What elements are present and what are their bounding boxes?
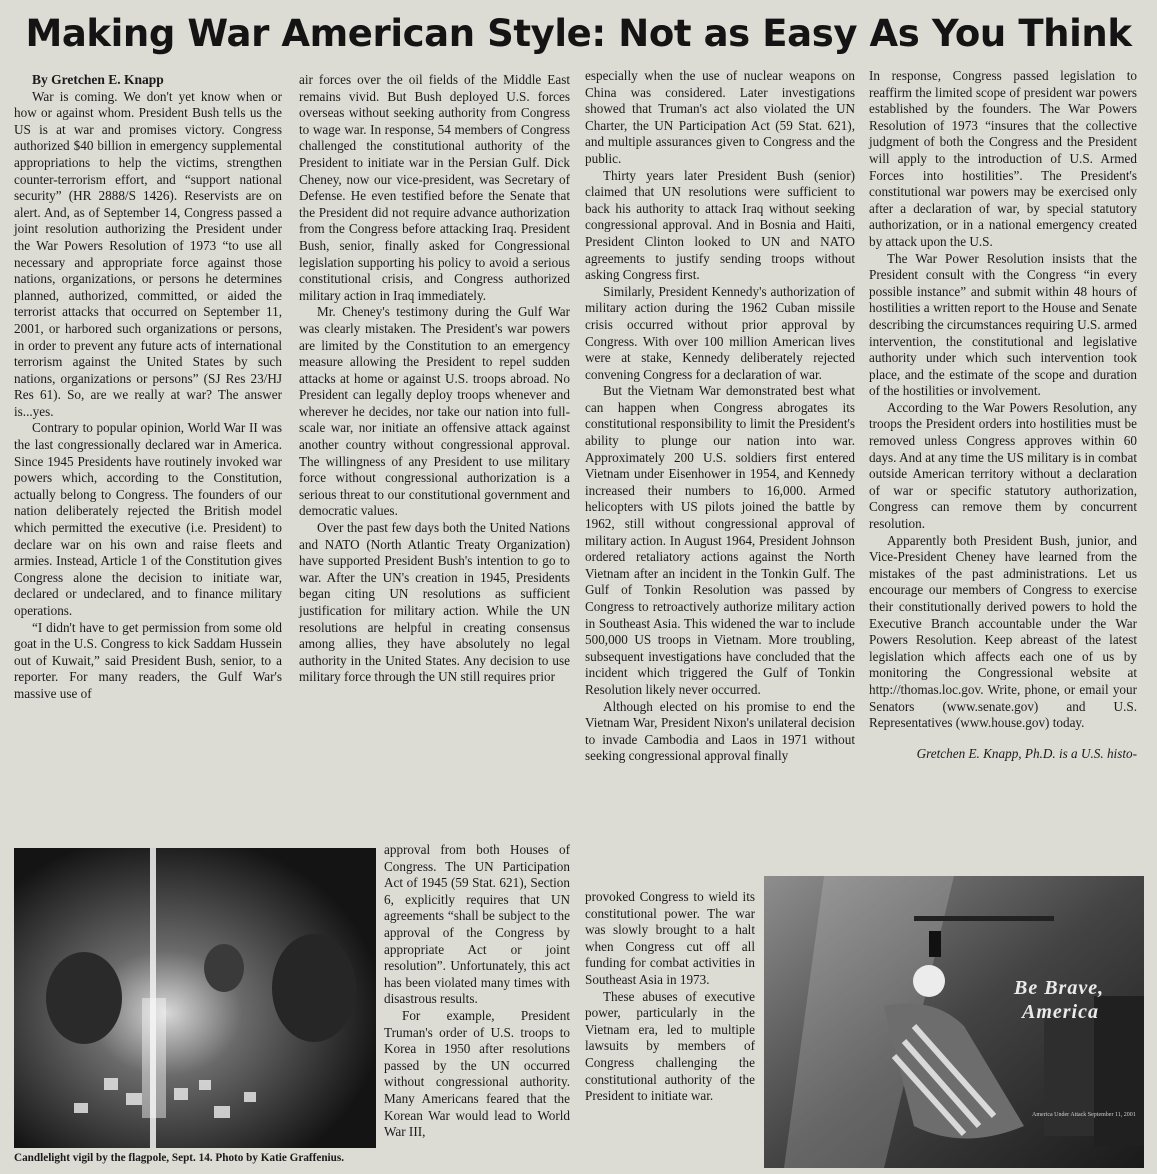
paragraph: In response, Congress passed legislation to reaffirm the limited scope of president war powers established by the founders. The War Powers Resolution of 1973 “insures that the collective judgment of both the Congress and the President will apply to the introduction of U.S. Armed Forces into hostilities”. The President's constitutional war powers may be exercised only after a declaration of war, by special statutory authorization, or in a national emergency created by attack upon the U.S. [869,68,1137,249]
article-column-2-continued [384,842,570,1141]
article-column-2 [299,72,570,686]
photo-overlay-text [1014,976,1104,1024]
author-note: Gretchen E. Knapp, Ph.D. is a U.S. histo- [916,745,1137,761]
be-brave-photo [764,876,1144,1168]
paragraph: “I didn't have to get permission from some old goat in the U.S. Congress to kick Saddam Hussein out of Kuwait,” said President Bush, senior, to a reporter. For many readers, the Gulf War's massive use of [14,619,282,701]
paragraph: air forces over the oil fields of the Middle East remains vivid. But Bush deployed U.S. forces overseas without seeking authority from Congress to wage war. In response, 54 members of Congress challenged the constitutional authority of the President to initiate war in the Persian Gulf. Dick Cheney, now our vice-president, was Secretary of Defense. He even testified before the Senate that the President did not require advance authorization from the Congress before attacking Iraq. President Bush, senior, finally asked for Congressional legislation supporting his policy to avoid a serious constitutional crisis, and Congress authorized military action in Iraq immediately. [299,72,570,303]
byline: By Gretchen E. Knapp [32,72,164,87]
photo-overlay-line-1: Be Brave, [1014,977,1105,999]
vigil-photo-image [14,848,376,1148]
photo-caption: Candlelight vigil by the flagpole, Sept. 14. Photo by Katie Graffenius. [14,1152,345,1164]
photo-credit: America Under Attack September 11, 2001 [1032,1112,1136,1118]
paragraph: provoked Congress to wield its constitutional power. The war was slowly brought to a halt when Congress cut off all funding for combat activities in Southeast Asia in 1973. [585,889,755,987]
paragraph: especially when the use of nuclear weapons on China was considered. Later investigations showed that Truman's act also violated the UN Charter, the UN Participation Act (59 Stat. 621), and multiple assurances given to Congress and the public. [585,68,855,166]
photo-overlay-line-2: America [1022,1001,1099,1023]
paragraph: Similarly, President Kennedy's authorization of military action during the 1962 Cuban missile crisis occurred without prior approval by Congress. With over 100 million American lives were at stake, Kennedy deliberately rejected convening Congress for a declaration of war. [585,283,855,382]
paragraph: According to the War Powers Resolution, any troops the President orders into hostilities must be removed unless Congress approves within 60 days. And at any time the US military is in combat outside American territory without a declaration of war or specific statutory authorization, Congress can remove them by concurrent resolution. [869,399,1137,532]
paragraph: Although elected on his promise to end the Vietnam War, President Nixon's unilateral decision to invade Cambodia and Laos in 1971 without seeking congressional approval finally [585,698,855,764]
paragraph: Mr. Cheney's testimony during the Gulf War was clearly mistaken. The President's war powers are limited by the Constitution to an emergency measure allowing the President to repel sudden attacks at home or against U.S. troops abroad. No President can legally deploy troops whenever and wherever he decides, nor take our nation into full-scale war, nor initiate an offensive attack against another country without congressional approval. The willingness of any President to use military force without congressional authorization is a serious threat to our constitutional government and democratic values. [299,304,570,519]
article-column-3 [585,68,855,765]
paragraph: War is coming. We don't yet know when or how or against whom. President Bush tells us the US is at war and promises victory. Congress authorized $40 billion in emergency supplemental appropriations to help the victims, strengthen counter-terrorism effort, and “support national security” (HR 2888/S 1426). Reservists are on alert. And, as of September 14, Congress passed a joint resolution authorizing the President under the War Powers Resolution of 1973 “to use all necessary and appropriate force against those nations, organizations, or persons he determines planned, authorized, committed, or aided the terrorist attacks that occurred on September 11, 2001, or harbored such organizations or persons, in order to prevent any future acts of international terrorism against the United States by such nations, organizations or persons” (SJ Res 23/HJ Res 61). So, are we really at war? The answer is...yes. [14,88,282,419]
paragraph: Over the past few days both the United Nations and NATO (North Atlantic Treaty Organization) have supported President Bush's intention to go to war. After the UN's creation in 1945, Presidents began citing UN resolutions as sufficient justification for military action. While the UN resolutions are helpful in creating consensus among allies, they have absolutely no legal authority in the United States. Any decision to use military force through the UN still requires prior [299,520,570,685]
paragraph: For example, President Truman's order of U.S. troops to Korea in 1950 after resolutions passed by the UN occurred without congressional authority. Many Americans feared that the Korean War would lead to World War III, [384,1007,570,1140]
article-column-1 [14,72,282,703]
paragraph: approval from both Houses of Congress. The UN Participation Act of 1945 (59 Stat. 621), Section 6, explicitly requires that UN agreements “shall be subject to the approval of the Congress by appropriate Act or joint resolution”. Unfortunately, this act has been violated many times with disastrous results. [384,842,570,1007]
article-column-4 [869,68,1137,762]
paragraph: Thirty years later President Bush (senior) claimed that UN resolutions were sufficient to back his authority to attack Iraq without seeking congressional approval. And in Bosnia and Haiti, President Clinton looked to UN and NATO agreements to justify sending troops without asking Congress first. [585,167,855,283]
page-title: Making War American Style: Not as Easy As You Think [25,12,1132,55]
paragraph: The War Power Resolution insists that the President consult with the Congress “in every possible instance” and submit within 48 hours of hostilities a written report to the House and Senate describing the circumstances requiring U.S. armed intervention, the constitutional and legislative authority under which such intervention took place, and the estimate of the scope and duration of the hostilities or involvement. [869,250,1137,399]
vigil-photo [14,848,376,1148]
article-column-3-continued [585,889,755,1105]
paragraph: But the Vietnam War demonstrated best what can happen when Congress abrogates its constitutional responsibility to limit the President's ability to plunge our nation into war. Approximately 200 U.S. soldiers first entered Vietnam under Eisenhower in 1954, and Kennedy increased their numbers to 16,000. Armed helicopters with US pilots joined the battle by 1962, still without congressional approval of military action. In August 1964, President Johnson ordered retaliatory actions against the North Vietnam after an incident in the Tonkin Gulf. The Gulf of Tonkin Resolution was passed by Congress to retroactively authorize military action in Southeast Asia. This widened the war to include 500,000 US troops in Vietnam. More troubling, subsequent investigations have concluded that the incident which triggered the Gulf of Tonkin Resolution likely never occurred. [585,383,855,697]
paragraph: These abuses of executive power, particularly in the Vietnam era, led to multiple lawsuits by members of Congress challenging the constitutional authority of the President to initiate war. [585,988,755,1104]
paragraph: Apparently both President Bush, junior, and Vice-President Cheney have learned from the mistakes of the past administrations. Let us encourage our members of Congress to exercise their constitutionally derived powers to hold the Executive Branch accountable under the War Powers Resolution. Keep abreast of the latest legislation which affects each one of us by monitoring the Congressional website at http://thomas.loc.gov. Write, phone, or email your Senators (www.senate.gov) and U.S. Representatives (www.house.gov) today. [869,532,1137,731]
paragraph: Contrary to popular opinion, World War II was the last congressionally declared war in America. Since 1945 Presidents have routinely invoked war powers which, according to the Constitution, actually belong to Congress. The founders of our nation deliberately rejected the British model which permitted the executive (i.e. President) to declare war on his own and raise fleets and armies. Instead, Article 1 of the Constitution gives Congress alone the decision to initiate war, declared or undeclared, and to finance military operations. [14,420,282,618]
